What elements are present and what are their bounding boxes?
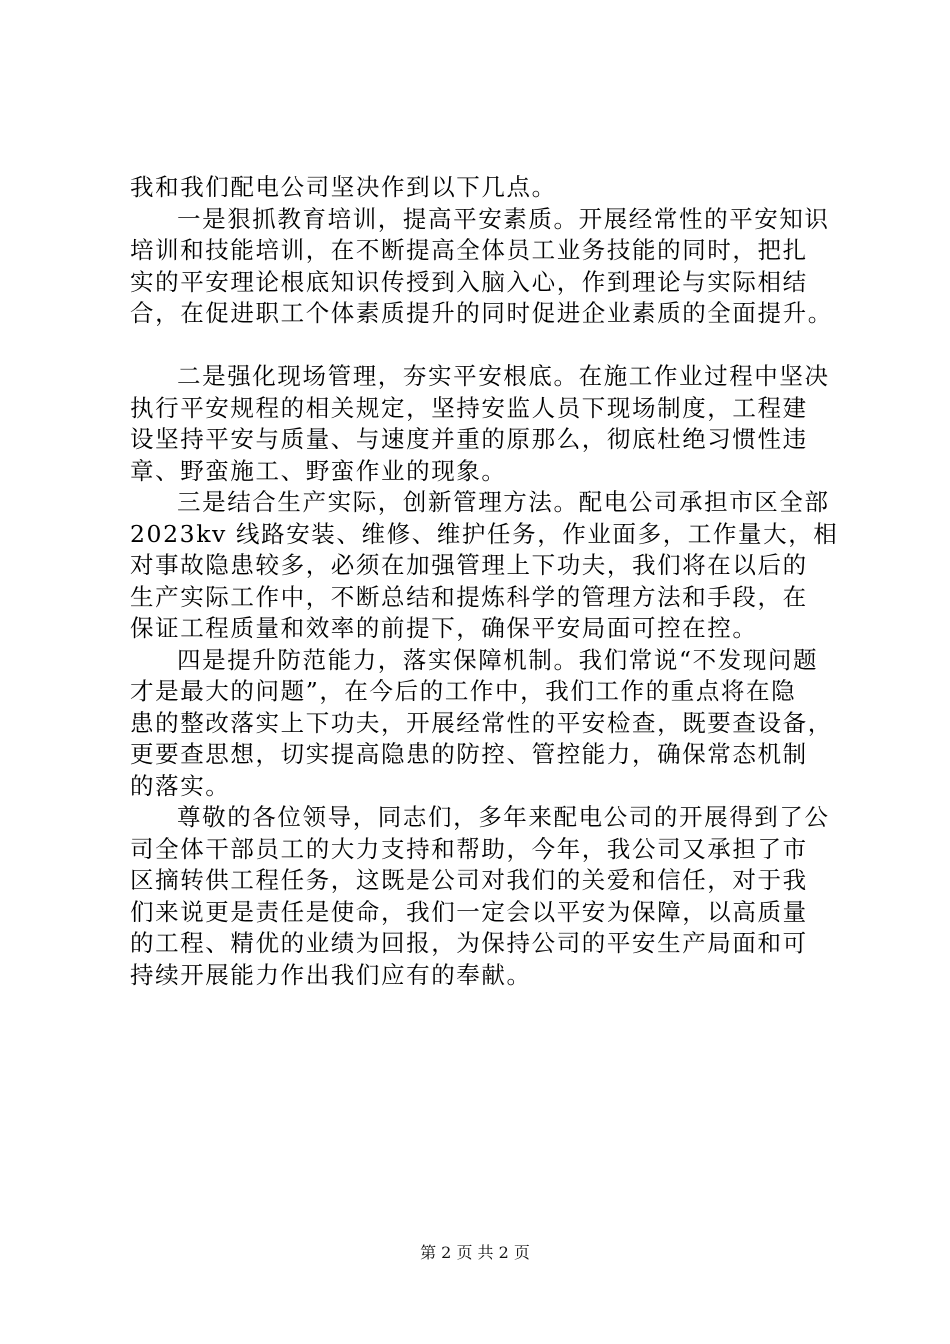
text-line: 执行平安规程的相关规定，坚持安监人员下现场制度，工程建 (130, 393, 808, 422)
text-line: 设坚持平安与质量、与速度并重的原那么，彻底杜绝习惯性违 (130, 425, 808, 453)
text-line: 保证工程质量和效率的前提下，确保平安局面可控在控。 (130, 614, 758, 642)
paragraph-education-training (130, 204, 833, 330)
paragraph-spacer (130, 330, 830, 362)
paragraph-management-methods (130, 487, 839, 645)
text-line: 实的平安理论根底知识传授到入脑入心，作到理论与实际相结 (130, 267, 808, 296)
text-line: 司全体干部员工的大力支持和帮助，今年，我公司又承担了市 (130, 834, 808, 863)
text-line: 三是结合生产实际，创新管理方法。配电公司承担市区全部 (177, 488, 830, 516)
text-line: 们来说更是责任是使命，我们一定会以平安为保障，以高质量 (130, 897, 808, 926)
paragraph-closing (130, 802, 830, 991)
text-line: 章、野蛮施工、野蛮作业的现象。 (130, 456, 507, 485)
text-line: 持续开展能力作出我们应有的奉献。 (130, 960, 532, 989)
paragraph-prevention-mechanism (130, 645, 833, 803)
text-line: 我和我们配电公司坚决作到以下几点。 (130, 173, 557, 201)
text-line: 四是提升防范能力，落实保障机制。我们常说“不发现问题 (177, 645, 819, 674)
paragraph-site-management (130, 361, 830, 487)
text-line: 二是强化现场管理，夯实平安根底。在施工作业过程中坚决 (177, 362, 830, 390)
text-line: 才是最大的问题”，在今后的工作中，我们工作的重点将在隐 (130, 677, 797, 705)
text-line: 的工程、精优的业绩为回报，为保持公司的平安生产局面和可 (130, 929, 808, 957)
document-body (130, 172, 839, 991)
text-line: 一是狠抓教育培训，提高平安素质。开展经常性的平安知识 (177, 204, 830, 233)
text-line: 2023kv 线路安装、维修、维护任务，作业面多，工作量大，相 (130, 519, 839, 548)
text-line: 患的整改落实上下功夫，开展经常性的平安检查，既要查设备， (130, 708, 833, 737)
text-line: 更要查思想，切实提高隐患的防控、管控能力，确保常态机制 (130, 740, 808, 768)
text-line: 合，在促进职工个体素质提升的同时促进企业素质的全面提升。 (130, 299, 833, 327)
text-line: 区摘转供工程任务，这既是公司对我们的关爱和信任，对于我 (130, 866, 808, 894)
text-line: 尊敬的各位领导，同志们，多年来配电公司的开展得到了公 (177, 803, 830, 831)
text-line: 培训和技能培训，在不断提高全体员工业务技能的同时，把扎 (130, 236, 808, 264)
text-line: 生产实际工作中，不断总结和提炼科学的管理方法和手段，在 (130, 582, 808, 611)
text-line: 的落实。 (130, 771, 231, 800)
page-number-footer: 第 2 页 共 2 页 (420, 1243, 530, 1262)
text-line: 对事故隐患较多，必须在加强管理上下功夫，我们将在以后的 (130, 551, 808, 579)
